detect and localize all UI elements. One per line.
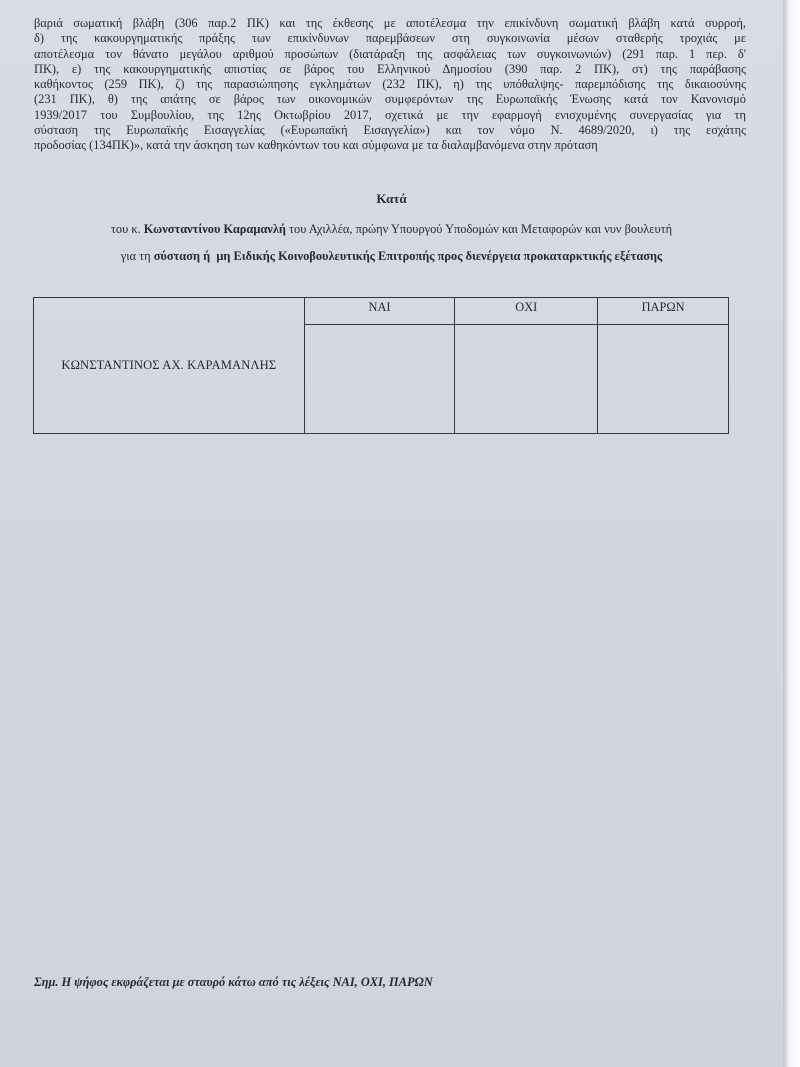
against-prefix: του κ. <box>110 222 144 236</box>
intro-line: (231 ΠΚ), θ) της απάτης σε βάρος των οικονομικών συμφερόντων της Ευρωπαϊκής Ένωσης κατά τον Κανονισμό <box>34 92 746 107</box>
intro-line: καθήκοντος (259 ΠΚ), ζ) της παρασιώπησης εγκλημάτων (232 ΠΚ), η) της υπόθαλψης- παρεμπόδισης της δικαιοσύνης <box>34 77 746 92</box>
intro-line: προδοσίας (134ΠΚ)», κατά την άσκηση των καθηκόντων του και σύμφωνα με τα διαλαμβανόμενα στην πρόταση <box>34 138 598 153</box>
against-suffix: του Αχιλλέα, πρώην Υπουργού Υποδομών και Μεταφορών και νυν βουλευτή <box>285 222 673 236</box>
vote-cell-yes[interactable] <box>304 325 455 434</box>
intro-line: σύσταση της Ευρωπαϊκής Εισαγγελίας («Ευρωπαϊκή Εισαγγελία») και τον νόμο Ν. 4689/2020, ι) της εσχάτης <box>34 123 746 138</box>
page-edge <box>783 0 800 1067</box>
header-no: ΟΧΙ <box>455 298 598 325</box>
footnote: Σημ. Η ψήφος εκφράζεται με σταυρό κάτω από τις λέξεις ΝΑΙ, ΟΧΙ, ΠΑΡΩΝ <box>34 975 433 989</box>
intro-line: 1939/2017 του Συμβουλίου, της 12ης Οκτωβρίου 2017, σχετικά με την εφαρμογή ενισχυμένης συνεργασίας για τη <box>34 107 746 122</box>
intro-line: βαριά σωματική βλάβη (306 παρ.2 ΠΚ) και της έκθεσης με αποτέλεσμα την επικίνδυνη σωματική βλάβη κατά συρροή, <box>34 16 746 30</box>
purpose-bold-1: σύσταση ή <box>153 249 211 263</box>
vote-cell-no[interactable] <box>455 325 598 434</box>
section-heading: Κατά <box>376 191 407 206</box>
purpose-bold-2: μη Ειδικής Κοινοβουλευτικής Επιτροπής προς διενέργεια προκαταρκτικής εξέτασης <box>216 249 663 263</box>
intro-paragraph <box>34 16 746 154</box>
intro-line: αποτέλεσμα τον θάνατο μεγάλου αριθμού προσώπων (διατάραξη της ασφάλειας των συγκοινωνιών) (291 παρ. 1 περ. δ' <box>34 46 746 61</box>
intro-line: δ) της κακουργηματικής πράξης των επικίνδυνων παρεμβάσεων στη συγκοινωνία μέσων σταθερής τροχιάς με <box>34 31 746 46</box>
header-present: ΠΑΡΩΝ <box>598 298 729 325</box>
person-name-cell: ΚΩΝΣΤΑΝΤΙΝΟΣ ΑΧ. ΚΑΡΑΜΑΝΛΗΣ <box>34 298 305 434</box>
purpose-prefix: για τη <box>120 249 154 263</box>
header-yes: ΝΑΙ <box>304 298 455 325</box>
table-header-row <box>34 298 729 325</box>
vote-cell-present[interactable] <box>598 325 729 434</box>
intro-line: ΠΚ), ε) της κακουργηματικής απιστίας σε βάρος του Ελληνικού Δημοσίου (390 παρ. 2 ΠΚ), στ) της παράβασης <box>34 61 746 76</box>
against-name: Κωνσταντίνου Καραμανλή <box>143 222 286 236</box>
against-line <box>0 222 783 237</box>
purpose-line <box>0 249 783 264</box>
vote-table <box>33 297 729 434</box>
